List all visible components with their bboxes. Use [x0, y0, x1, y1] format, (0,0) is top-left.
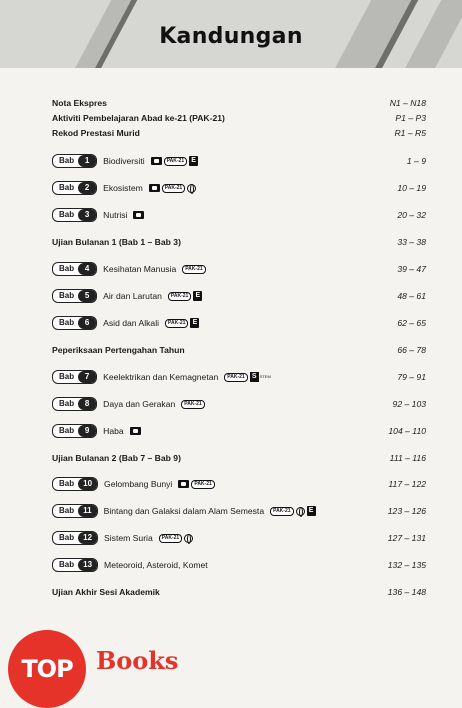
chapter-badge: Bab 13 — [52, 558, 98, 572]
pak21-icon: PAK-21 — [181, 400, 204, 409]
chapter-badge: Bab 10 — [52, 477, 98, 491]
stem-icon: S — [250, 372, 259, 382]
chapter-title: Gelombang Bunyi — [104, 479, 173, 489]
video-icon — [149, 184, 160, 192]
chapter-title: Asid dan Alkali — [103, 318, 160, 328]
toc-label: Ujian Bulanan 1 (Bab 1 – Bab 3) — [52, 237, 181, 247]
toc-row-chapter[interactable] — [52, 558, 426, 572]
toc-row-chapter[interactable] — [52, 262, 426, 276]
toc-row-chapter[interactable] — [52, 531, 426, 545]
toc-pages: 39 – 47 — [397, 264, 426, 274]
pak21-icon: PAK-21 — [159, 534, 182, 543]
toc-pages: 62 – 65 — [397, 318, 426, 328]
toc-pages: 127 – 131 — [387, 533, 426, 543]
chapter-title: Air dan Larutan — [103, 291, 162, 301]
chapter-title: Bintang dan Galaksi dalam Alam Semesta — [103, 506, 265, 516]
chapter-badge: Bab 4 — [52, 262, 97, 276]
toc-row-assessment[interactable] — [52, 585, 426, 599]
toc-pages: 123 – 126 — [387, 506, 426, 516]
toc-row-assessment[interactable] — [52, 451, 426, 465]
chapter-title: Kesihatan Manusia — [103, 264, 177, 274]
toc-row-chapter[interactable] — [52, 370, 426, 384]
toc-label: Ujian Akhir Sesi Akademik — [52, 587, 160, 597]
video-icon — [133, 211, 144, 219]
video-icon — [178, 480, 189, 488]
header-banner — [0, 0, 462, 68]
chapter-title: Haba — [103, 426, 124, 436]
globe-icon — [184, 534, 193, 543]
toc-pages: 92 – 103 — [392, 399, 426, 409]
ebook-icon: E — [190, 318, 199, 328]
video-icon — [130, 427, 141, 435]
ebook-icon: E — [307, 506, 316, 516]
toc-pages: 117 – 122 — [388, 479, 426, 489]
toc-label: Rekod Prestasi Murid — [52, 128, 140, 138]
chapter-title: Sistem Suria — [104, 533, 153, 543]
chapter-title: Nutrisi — [103, 210, 128, 220]
pak21-icon: PAK-21 — [164, 157, 187, 166]
chapter-badge: Bab 5 — [52, 289, 97, 303]
ebook-icon: E — [189, 156, 198, 166]
chapter-title: Biodiversiti — [103, 156, 145, 166]
toc-pages: 10 – 19 — [397, 183, 426, 193]
page-title: Kandungan — [159, 24, 303, 49]
toc-row-front-matter[interactable] — [52, 111, 426, 125]
toc-pages: 1 – 9 — [406, 156, 426, 166]
toc-row-chapter[interactable] — [52, 289, 426, 303]
chapter-title: Daya dan Gerakan — [103, 399, 176, 409]
chapter-badge: Bab 7 — [52, 370, 97, 384]
chapter-badge: Bab 2 — [52, 181, 97, 195]
pak21-icon: PAK-21 — [168, 292, 191, 301]
chapter-badge: Bab 1 — [52, 154, 97, 168]
toc-pages: 48 – 61 — [397, 291, 426, 301]
toc-pages: R1 – R5 — [394, 128, 426, 138]
toc-row-chapter[interactable] — [52, 397, 426, 411]
pak21-icon: PAK-21 — [182, 265, 205, 274]
toc-pages: 111 – 116 — [389, 453, 426, 463]
pak21-icon: PAK-21 — [191, 480, 214, 489]
toc-pages: N1 – N18 — [389, 98, 426, 108]
logo-circle: TOP — [8, 630, 86, 708]
pak21-icon: PAK-21 — [162, 184, 185, 193]
toc-row-chapter[interactable] — [52, 208, 426, 222]
toc-pages: 79 – 91 — [397, 372, 426, 382]
chapter-badge: Bab 9 — [52, 424, 97, 438]
stem-caption: STEM — [259, 374, 271, 379]
pak21-icon: PAK-21 — [270, 507, 293, 516]
toc-row-chapter[interactable] — [52, 316, 426, 330]
chapter-badge: Bab 3 — [52, 208, 97, 222]
toc-row-chapter[interactable] — [52, 504, 426, 518]
ebook-icon: E — [193, 291, 202, 301]
globe-icon — [296, 507, 305, 516]
toc-row-front-matter[interactable] — [52, 126, 426, 140]
toc-pages: 104 – 110 — [388, 426, 426, 436]
toc-row-chapter[interactable] — [52, 477, 426, 491]
globe-icon — [187, 184, 196, 193]
chapter-title: Keelektrikan dan Kemagnetan — [103, 372, 219, 382]
toc-pages: 132 – 135 — [387, 560, 426, 570]
chapter-title: Meteoroid, Asteroid, Komet — [104, 560, 208, 570]
pak21-icon: PAK-21 — [165, 319, 188, 328]
chapter-badge: Bab 6 — [52, 316, 97, 330]
toc-pages: 33 – 38 — [397, 237, 426, 247]
toc-row-assessment[interactable] — [52, 235, 426, 249]
video-icon — [151, 157, 162, 165]
toc-row-assessment[interactable] — [52, 343, 426, 357]
chapter-badge: Bab 8 — [52, 397, 97, 411]
toc-pages: P1 – P3 — [395, 113, 426, 123]
toc-label: Ujian Bulanan 2 (Bab 7 – Bab 9) — [52, 453, 181, 463]
toc-pages: 136 – 148 — [387, 587, 426, 597]
toc-label: Peperiksaan Pertengahan Tahun — [52, 345, 185, 355]
chapter-badge: Bab 12 — [52, 531, 98, 545]
pak21-icon: PAK-21 — [224, 373, 247, 382]
toc-label: Nota Ekspres — [52, 98, 107, 108]
chapter-title: Ekosistem — [103, 183, 143, 193]
topbooks-logo — [0, 618, 200, 700]
toc-label: Aktiviti Pembelajaran Abad ke-21 (PAK-21) — [52, 113, 225, 123]
toc-row-chapter[interactable] — [52, 154, 426, 168]
logo-text: Books — [96, 646, 179, 675]
toc-row-front-matter[interactable] — [52, 96, 426, 110]
toc-pages: 20 – 32 — [397, 210, 426, 220]
toc-pages: 66 – 78 — [397, 345, 426, 355]
toc-row-chapter[interactable] — [52, 181, 426, 195]
chapter-badge: Bab 11 — [52, 504, 98, 518]
toc-row-chapter[interactable] — [52, 424, 426, 438]
